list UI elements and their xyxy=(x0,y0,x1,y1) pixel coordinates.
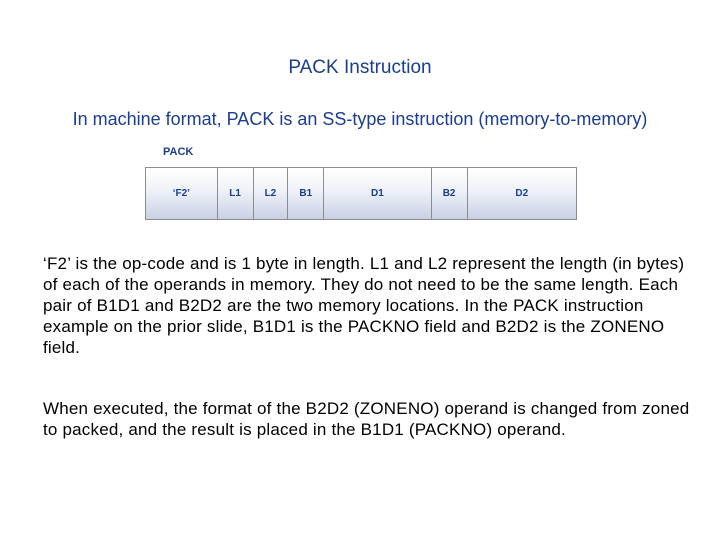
body-paragraph-execution: When executed, the format of the B2D2 (ZONENO) operand is changed from zoned to packed, and the result is placed in the B1D1 (PACKNO) operand. xyxy=(43,399,690,439)
slide-title: PACK Instruction xyxy=(288,57,432,78)
field-l2: L2 xyxy=(254,168,289,219)
field-b2: B2 xyxy=(432,168,468,219)
field-opcode: ‘F2’ xyxy=(146,168,218,219)
field-l1: L1 xyxy=(218,168,254,219)
slide-subtitle: In machine format, PACK is an SS-type instruction (memory-to-memory) xyxy=(72,109,648,129)
instruction-format-diagram xyxy=(145,167,577,220)
field-b1: B1 xyxy=(288,168,324,219)
body-paragraph-opcode: ‘F2’ is the op-code and is 1 byte in length. L1 and L2 represent the length (in bytes) of each of the operands in memory. They do not need to be the same length. Each pair of B1D1 and B2D2 are the two memory locations. In the PACK instruction example on the prior slide, B1D1 is the PACKNO field and B2D2 is the ZONENO field. xyxy=(43,254,685,357)
field-d2: D2 xyxy=(515,188,529,199)
diagram-label: PACK xyxy=(163,146,194,158)
field-d1: D1 xyxy=(324,168,432,219)
